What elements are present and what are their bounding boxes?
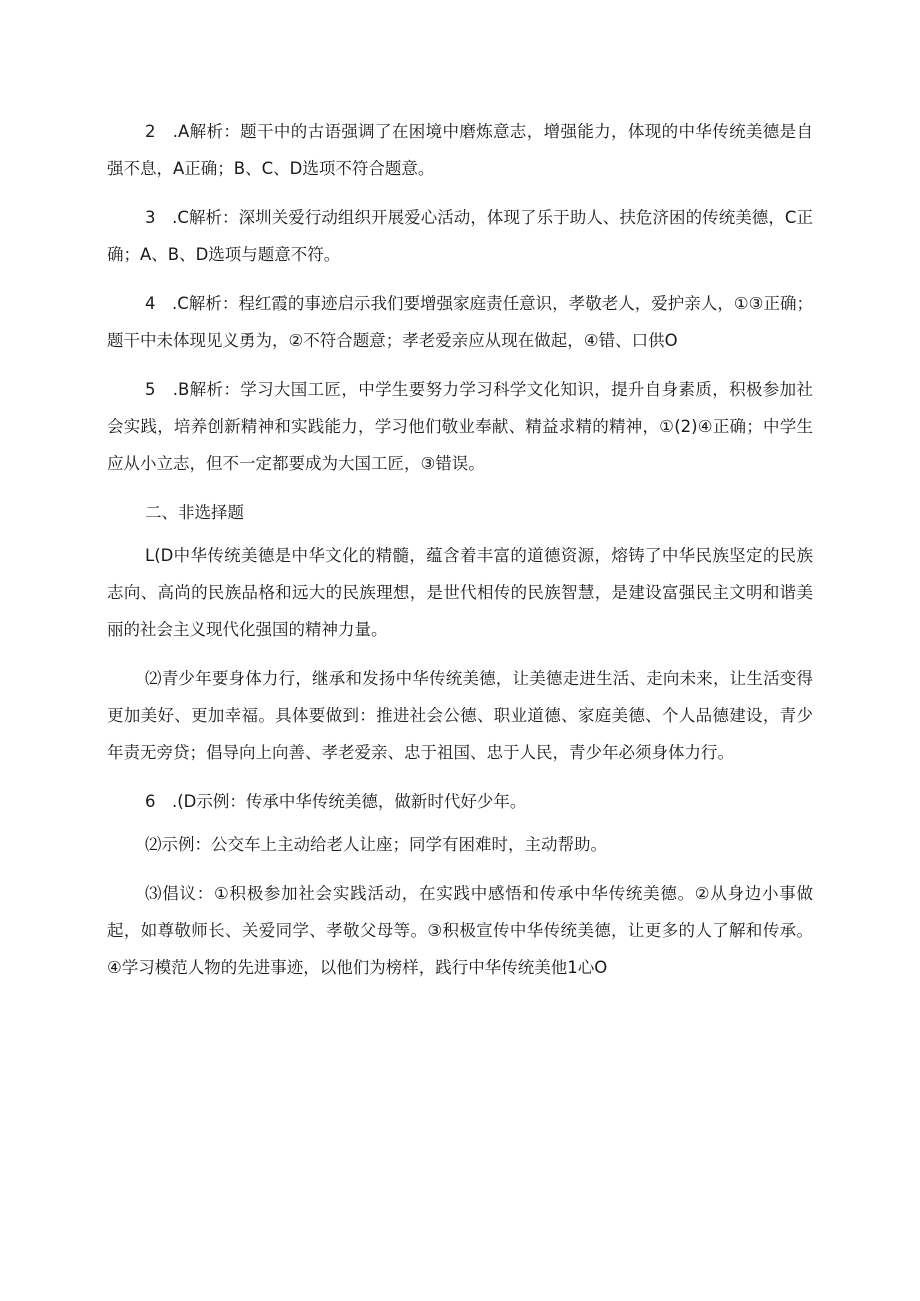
answer-q1-part2: ⑵青少年要身体力行，继承和发扬中华传统美德，让美德走进生活、走向未来，让生活变得更加美好、更加幸福。具体要做到：推进社会公德、职业道德、家庭美德、个人品德建设，青少年责无旁贷；倡导向上向善、孝老爱亲、忠于祖国、忠于人民，青少年必须身体力行。 [107, 669, 813, 762]
answer-document [107, 113, 813, 998]
answer-q6-part1: 6 .(D示例：传承中华传统美德，做新时代好少年。 [145, 792, 527, 811]
answer-q5: 5 .B解析：学习大国工匠，中学生要努力学习科学文化知识，提升自身素质，积极参加社会实践，培养创新精神和实践能力，学习他们敬业奉献、精益求精的精神，①(2)④正确；中学生应从小立志，但不一定都要成为大国工匠，③错误。 [107, 380, 813, 473]
section-heading: 二、非选择题 [145, 503, 244, 522]
answer-q4: 4 .C解析：程红霞的事迹启示我们要增强家庭责任意识，孝敬老人，爱护亲人，①③正确；题干中未体现见义勇为，②不符合题意；孝老爱亲应从现在做起，④错、口供O [107, 294, 813, 350]
answer-q6-part3: ⑶倡议：①积极参加社会实践活动，在实践中感悟和传承中华传统美德。②从身边小事做起，如尊敬师长、关爱同学、孝敬父母等。③积极宣传中华传统美德，让更多的人了解和传承。④学习模范人物的先进事迹，以他们为榜样，践行中华传统美他1心O [107, 884, 813, 977]
answer-q2: 2 .A解析：题干中的古语强调了在困境中磨炼意志，增强能力，体现的中华传统美德是自强不息，A正确；B、C、D选项不符合题意。 [107, 122, 813, 178]
answer-q6-part2: ⑵示例：公交车上主动给老人让座；同学有困难时，主动帮助。 [145, 835, 607, 854]
answer-q1-part1: L(D中华传统美德是中华文化的精髓，蕴含着丰富的道德资源，熔铸了中华民族坚定的民族志向、高尚的民族品格和远大的民族理想，是世代相传的民族智慧，是建设富强民主文明和谐美丽的社会主义现代化强国的精神力量。 [107, 546, 813, 639]
answer-q3: 3 .C解析：深圳关爱行动组织开展爱心活动，体现了乐于助人、扶危济困的传统美德，C正确；A、B、D选项与题意不符。 [107, 208, 813, 264]
